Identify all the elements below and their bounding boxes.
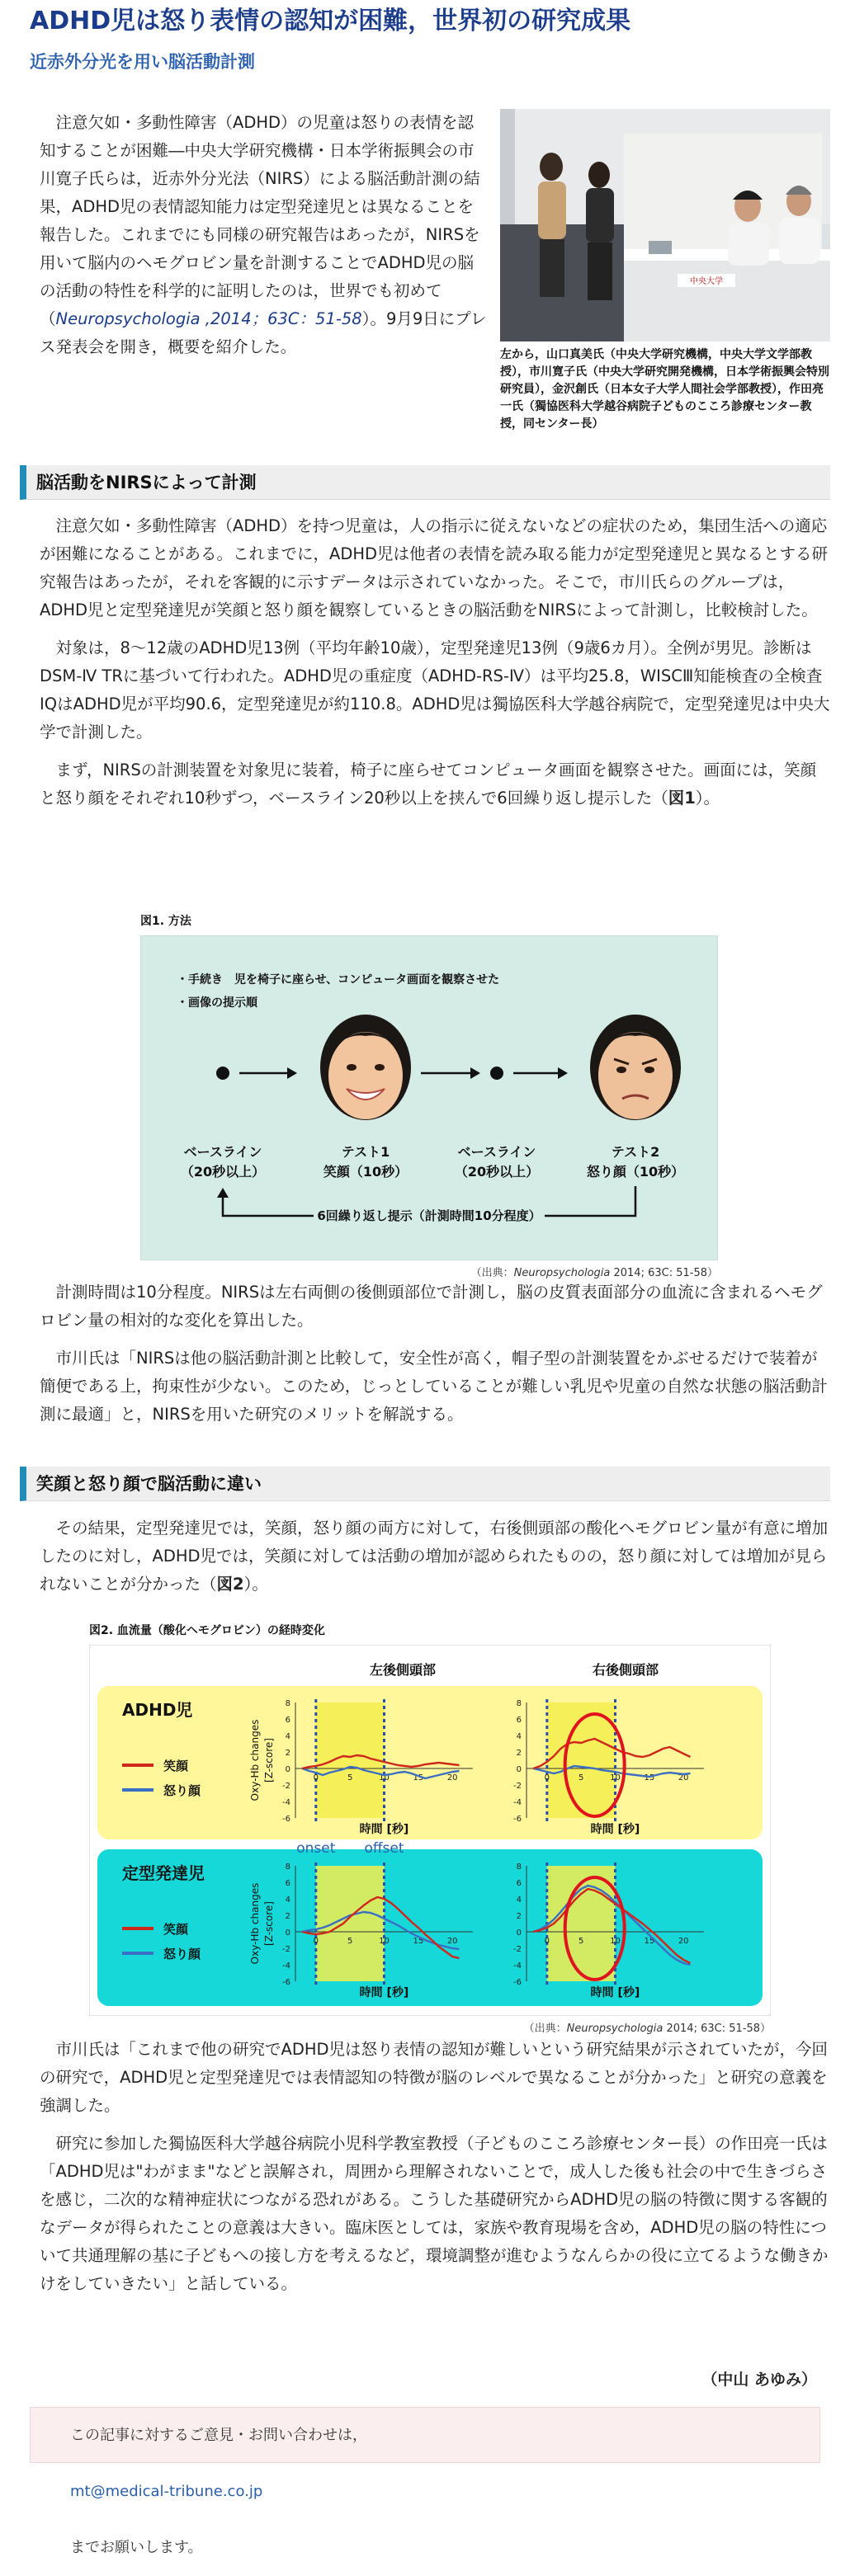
y-tick-label: 2	[285, 1749, 290, 1758]
x-axis-title: 時間 [秒]	[359, 1986, 409, 1999]
section2-body	[40, 1514, 832, 1608]
repeat-label: 6回繰り返し提示（計測時間10分程度）	[317, 1208, 541, 1223]
y-tick-label: 0	[516, 1928, 522, 1938]
article-subtitle: 近赤外分光を用い脳活動計測	[30, 52, 255, 72]
y-tick-label: 6	[516, 1879, 522, 1888]
source-prefix: （出典：	[523, 2023, 567, 2035]
feedback-email-link[interactable]: mt@medical-tribune.co.jp	[70, 2483, 263, 2500]
paragraph-text: ）。	[695, 789, 720, 808]
stimulus-window	[313, 1866, 385, 1981]
press-conference-photo	[500, 109, 830, 341]
y-axis-title: Oxy-Hb changes	[249, 1882, 261, 1965]
right-region-header: 右後側頭部	[592, 1662, 659, 1678]
source-journal: Neuropsychologia	[513, 1267, 611, 1279]
y-tick-label: 8	[285, 1863, 290, 1872]
figure2-hemoglobin	[89, 1622, 771, 2035]
paragraph-text: その結果，定型発達児では，笑顔，怒り顔の両方に対して，右後側頭部の酸化ヘモグロビン量が有意に増加したのに対し，ADHD児では，笑顔に対しては活動の増加が認められたものの，怒り顔に対しては増加が見られないことが分かった（	[40, 1519, 829, 1594]
photo-banner-text: 中央大学	[690, 277, 723, 286]
x-tick-label: 20	[678, 1773, 689, 1782]
step4-label: テスト2	[611, 1144, 660, 1160]
y-axis-title: Oxy-Hb changes	[249, 1719, 261, 1801]
legend-angry-label: 怒り顔	[163, 1947, 201, 1961]
x-tick-label: 5	[347, 1773, 353, 1782]
intro-text-after: ）。9月9日にプレス発表会を開き，概要を紹介した。	[40, 309, 487, 356]
y-tick-label: 0	[285, 1928, 290, 1938]
angry-face-image	[590, 1015, 681, 1120]
figure1-reference: 図1	[668, 789, 696, 808]
y-tick-label: 6	[285, 1716, 290, 1725]
source-rest: 2014; 63C: 51-58）	[663, 2023, 771, 2035]
source-rest: 2014; 63C: 51-58）	[610, 1267, 718, 1279]
figure2-chart	[89, 1645, 771, 2016]
legend-smile-label: 笑顔	[163, 1922, 189, 1937]
onset-label: onset	[296, 1840, 336, 1857]
left-region-header: 左後側頭部	[369, 1662, 437, 1678]
intro-paragraph	[40, 109, 489, 361]
figure1-source	[140, 1264, 718, 1279]
y-tick-label: 0	[285, 1765, 290, 1774]
x-tick-label: 0	[544, 1773, 550, 1782]
y-tick-label: -6	[513, 1815, 522, 1824]
y-tick-label: 8	[285, 1699, 290, 1708]
x-tick-label: 5	[578, 1937, 584, 1946]
figure2-reference: 図2	[216, 1575, 244, 1594]
y-tick-label: 6	[285, 1879, 290, 1888]
figure1-procedure-text: ・手続き 児を椅子に座らせ、コンピュータ画面を観察させた	[177, 973, 500, 987]
figure2-source	[89, 2019, 771, 2035]
y-tick-label: 0	[516, 1765, 522, 1774]
section-heading-nirs	[20, 465, 830, 500]
paragraph	[40, 1514, 832, 1599]
x-tick-label: 10	[610, 1773, 621, 1782]
y-tick-label: -4	[282, 1798, 290, 1807]
y-axis-unit: [Z-score]	[263, 1901, 275, 1946]
smiling-face-image	[320, 1015, 411, 1120]
x-tick-label: 15	[413, 1937, 424, 1946]
step4-duration: 怒り顔（10秒）	[586, 1164, 685, 1180]
step3-duration: （20秒以上）	[454, 1164, 540, 1180]
intro-reference: Neuropsychologia ,2014；63C：51-58	[55, 309, 362, 328]
x-tick-label: 20	[446, 1937, 458, 1946]
paragraph: 研究に参加した獨協医科大学越谷病院小児科学教室教授（子どものこころ診療センター長）の作田亮一氏は「ADHD児は"わがまま"などと誤解され，周囲から理解されないことで，成人した後も社会の中で生きづらさを感じ，二次的な精神症状につながる恐れがある。こうした基礎研究からADHD児の脳の特徴に関する客観的なデータが得られたことの意義は大きい。臨床医としては，家族や教育現場を含め，ADHD児の脳の特性について共通理解の基に子どもへの接し方を考えるなど，環境調整が進むようなんらかの役に立てるような働きかけをしていきたい」と話している。	[40, 2134, 829, 2293]
section2-body-continued	[40, 2036, 832, 2308]
press-photo-illustration	[500, 109, 830, 341]
feedback-text	[31, 2408, 819, 2576]
x-tick-label: 5	[347, 1937, 353, 1946]
intro-text-before: 注意欠如・多動性障害（ADHD）の児童は怒りの表情を認知することが困難―中央大学研究機構・日本学術振興会の市川寛子氏らは，近赤外分光法（NIRS）による脳活動計測の結果，ADHD児の表情認知能力は定型発達児とは異なることを報告した。これまでにも同様の研究報告はあったが，NIRSを用いて脳内のヘモグロビン量を計測することでADHD児の脳の活動の特性を科学的に証明したのは，世界でも初めて（	[40, 113, 480, 328]
x-tick-label: 20	[446, 1773, 458, 1782]
x-tick-label: 10	[379, 1773, 390, 1782]
x-axis-title: 時間 [秒]	[359, 1823, 409, 1836]
y-tick-label: 4	[516, 1732, 522, 1741]
x-tick-label: 15	[413, 1773, 424, 1782]
press-photo-block	[500, 109, 830, 433]
y-tick-label: -6	[513, 1978, 522, 1987]
x-tick-label: 10	[610, 1937, 621, 1946]
y-tick-label: -2	[282, 1782, 290, 1791]
author-signature: （中山 あゆみ）	[701, 2371, 817, 2389]
adhd-group-label: ADHD児	[122, 1700, 193, 1720]
paragraph: 対象は，8～12歳のADHD児13例（平均年齢10歳），定型発達児13例（9歳6カ月）。全例が男児。診断はDSM-Ⅳ TRに基づいて行われた。ADHD児の重症度（ADHD-RS-Ⅳ）は平均25.8，WISCⅢ知能検査の全検査IQはADHD児が平均90.6，定型発達児が約110.8。ADHD児は獨協医科大学越谷病院で，定型発達児は中央大学で計測した。	[40, 638, 830, 742]
y-tick-label: 8	[516, 1699, 522, 1708]
step1-duration: （20秒以上）	[180, 1164, 266, 1180]
paragraph: 計測時間は10分程度。NIRSは左右両側の後側頭部位で計測し，脳の皮質表面部分の血流に含まれるヘモグロビン量の相対的な変化を算出した。	[40, 1283, 823, 1330]
y-tick-label: 8	[516, 1863, 522, 1872]
article-header	[30, 5, 822, 74]
paragraph-text: ）。	[243, 1575, 268, 1594]
x-tick-label: 0	[544, 1937, 550, 1946]
baseline1-dot	[216, 1067, 229, 1080]
paragraph	[40, 756, 832, 812]
figure1-order-text: ・画像の提示順	[177, 996, 257, 1010]
feedback-prefix: この記事に対するご意見・お問い合わせは，	[70, 2427, 367, 2444]
x-tick-label: 0	[313, 1937, 319, 1946]
figure1-diagram	[140, 935, 718, 1260]
section1-body-continued	[40, 1279, 832, 1439]
legend-smile-label: 笑顔	[163, 1759, 189, 1773]
y-tick-label: 4	[285, 1732, 290, 1741]
paragraph: 市川氏は「これまで他の研究でADHD児は怒り表情の認知が難しいという研究結果が示されていたが，今回の研究で，ADHD児と定型発達児では表情認知の特徴が脳のレベルで異なることが分かった」と研究の意義を強調した。	[40, 2040, 829, 2115]
step3-label: ベースライン	[457, 1144, 536, 1160]
section-heading-nirs-text: 脳活動をNIRSによって計測	[36, 473, 257, 492]
paragraph: 注意欠如・多動性障害（ADHD）を持つ児童は，人の指示に従えないなどの症状のため，集団生活への適応が困難になることがある。これまでに，ADHD児は他者の表情を読み取る能力が定型発達児と異なるとする研究報告はあったが，それを客観的に示すデータは示されていなかった。そこで，市川氏らのグループは，ADHD児と定型発達児が笑顔と怒り顔を観察しているときの脳活動をNIRSによって計測し，比較検討した。	[40, 516, 829, 619]
y-axis-unit: [Z-score]	[263, 1738, 275, 1782]
x-tick-label: 20	[678, 1937, 689, 1946]
y-tick-label: -4	[513, 1798, 522, 1807]
x-axis-title: 時間 [秒]	[590, 1986, 640, 1999]
step2-label: テスト1	[341, 1144, 390, 1160]
photo-caption: 左から，山口真美氏（中央大学研究機構，中央大学文学部教授），市川寛子氏（中央大学研究開発機構，日本学術振興会特別研究員），金沢創氏（日本女子大学人間社会学部教授），作田亮一氏（獨協医科大学越谷病院子どものこころ診療センター教授，同センター長）	[500, 348, 829, 431]
x-tick-label: 5	[578, 1773, 584, 1782]
step1-label: ベースライン	[183, 1144, 262, 1160]
adhd-panel	[97, 1686, 763, 1839]
y-tick-label: -6	[282, 1815, 290, 1824]
section-heading-results	[20, 1467, 830, 1501]
paragraph: 市川氏は「NIRSは他の脳活動計測と比較して，安全性が高く，帽子型の計測装置をかぶせるだけで装着が簡便である上，拘束性が少ない。このため，じっとしていることが難しい乳児や児童の自然な状態の脳活動計測に最適」と，NIRSを用いた研究のメリットを解説する。	[40, 1349, 828, 1424]
y-tick-label: -4	[282, 1961, 290, 1971]
y-tick-label: 2	[516, 1749, 522, 1758]
y-tick-label: 4	[516, 1896, 522, 1905]
y-tick-label: -2	[513, 1945, 522, 1954]
x-tick-label: 10	[379, 1937, 390, 1946]
x-tick-label: 15	[644, 1937, 655, 1946]
legend-angry-label: 怒り顔	[163, 1783, 201, 1798]
figure1-label: 図1. 方法	[140, 915, 191, 928]
x-tick-label: 15	[644, 1773, 655, 1782]
feedback-box	[30, 2407, 820, 2556]
y-tick-label: -2	[282, 1945, 290, 1954]
article-title: ADHD児は怒り表情の認知が困難，世界初の研究成果	[30, 7, 631, 35]
y-tick-label: -4	[513, 1961, 522, 1971]
y-tick-label: -6	[282, 1978, 290, 1987]
offset-label: offset	[364, 1840, 404, 1857]
figure2-label: 図2. 血流量（酸化ヘモグロビン）の経時変化	[89, 1624, 325, 1637]
figure1-method	[140, 912, 734, 1279]
paragraph-text: まず，NIRSの計測装置を対象児に装着，椅子に座らせてコンピュータ画面を観察させた。画面には，笑顔と怒り顔をそれぞれ10秒ずつ，ベースライン20秒以上を挟んで6回繰り返し提示した（	[40, 761, 817, 808]
baseline2-dot	[490, 1067, 503, 1080]
feedback-suffix: までお願いします。	[70, 2539, 203, 2556]
y-tick-label: 2	[285, 1912, 290, 1921]
y-tick-label: 2	[516, 1912, 522, 1921]
source-journal: Neuropsychologia	[566, 2023, 663, 2035]
y-tick-label: 6	[516, 1716, 522, 1725]
step2-duration: 笑顔（10秒）	[323, 1164, 408, 1180]
section1-body	[40, 512, 832, 822]
x-axis-title: 時間 [秒]	[590, 1823, 640, 1836]
section-heading-results-text: 笑顔と怒り顔で脳活動に違い	[36, 1474, 262, 1494]
y-tick-label: -2	[513, 1782, 522, 1791]
td-group-label: 定型発達児	[122, 1863, 205, 1883]
y-tick-label: 4	[285, 1896, 290, 1905]
x-tick-label: 0	[313, 1773, 319, 1782]
source-prefix: （出典：	[470, 1267, 514, 1279]
